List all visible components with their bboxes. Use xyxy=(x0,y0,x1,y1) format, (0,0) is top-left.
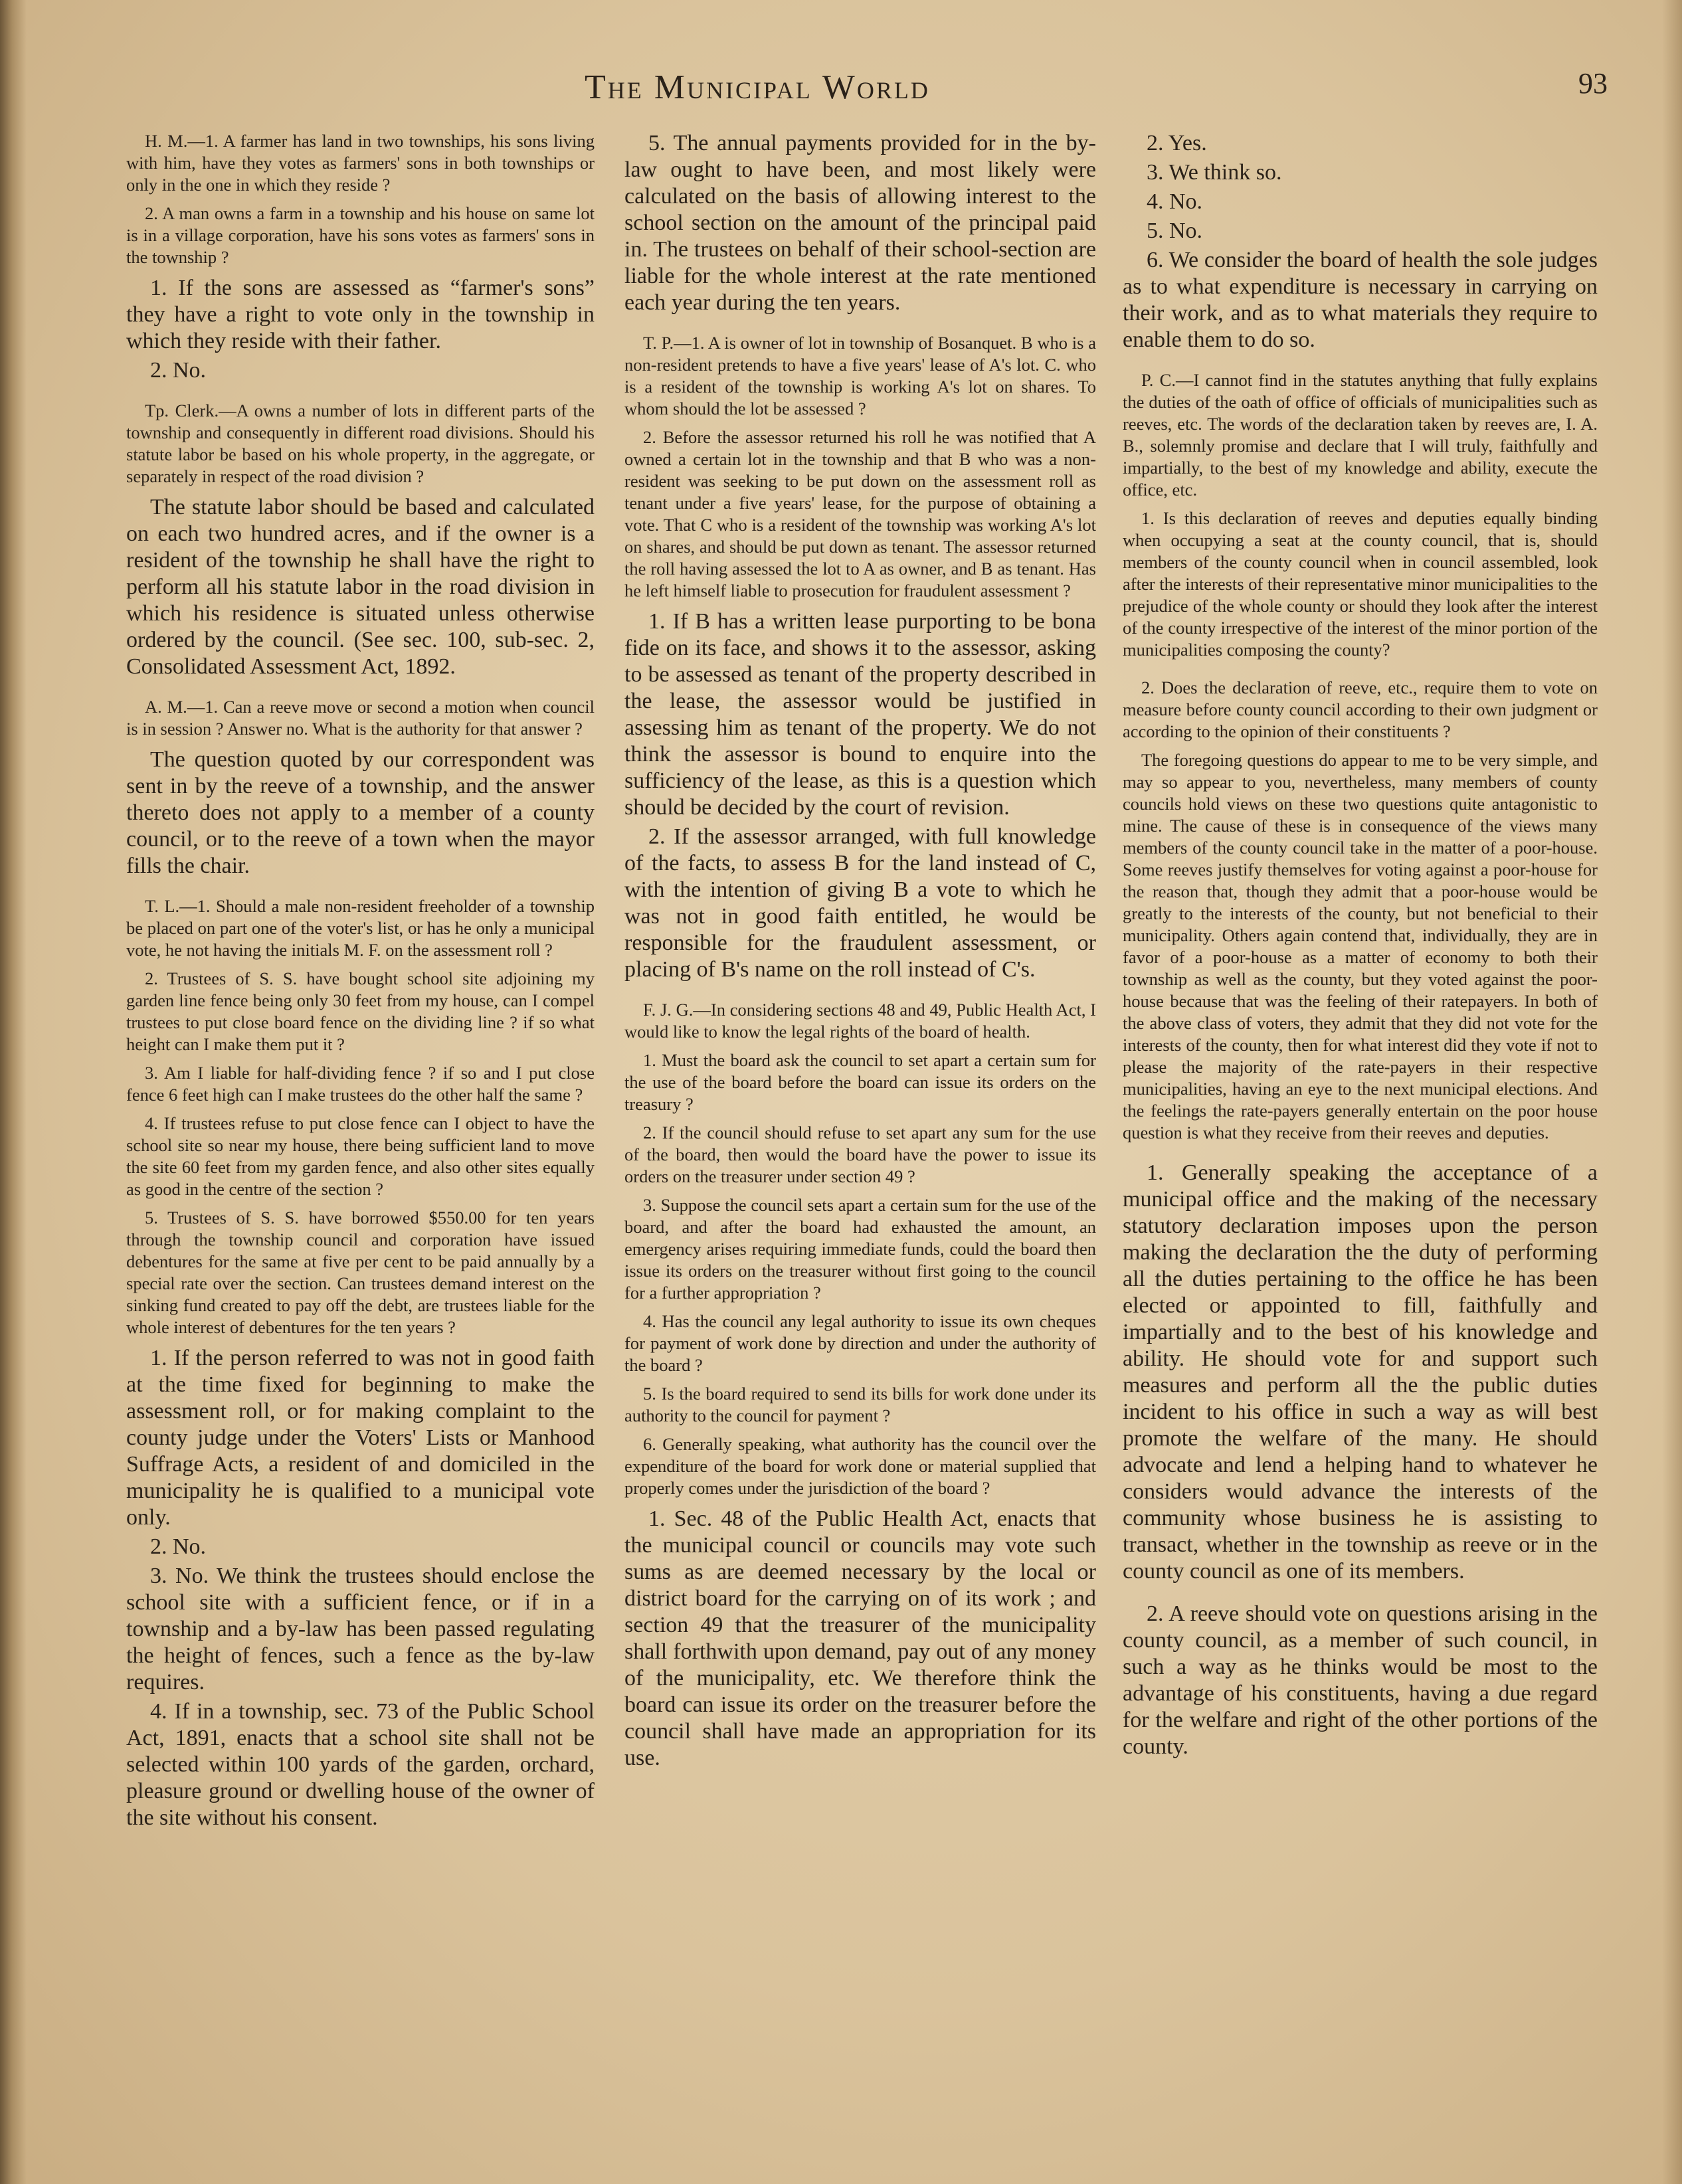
question-paragraph: A. M.—1. Can a reeve move or second a motion when council is in session ? Answer no. What is the authority for that answer ? xyxy=(126,697,595,739)
page-number: 93 xyxy=(1578,67,1608,100)
answer-paragraph: 2. No. xyxy=(150,1534,207,1559)
masthead xyxy=(0,61,1682,114)
question-paragraph: H. M.—1. A farmer has land in two townships, his sons living with him, have they votes as farmers' sons in both townships or only in the one in which they reside ? xyxy=(126,131,595,195)
question-paragraph: 2. A man owns a farm in a township and his house on same lot is in a village corporation, have his sons votes as farmers' sons in the township ? xyxy=(126,203,595,267)
answer-paragraph: 1. If B has a written lease purporting to be bona fide on its face, and shows it to the assessor, asking to be assessed as tenant of the property described in the lease, the assessor would be justified in assessing him as tenant of the property. We do not think the assessor is bound to enquire into the sufficiency of the lease, as this is a question which should be decided by the court of revision. xyxy=(624,609,1096,820)
page-edge xyxy=(1662,0,1682,2184)
answer-paragraph: 6. We consider the board of health the sole judges as to what expenditure is necessary in carrying on their work, and as to what materials they require to enable them to do so. xyxy=(1123,248,1598,352)
answer-paragraph: 1. Generally speaking the acceptance of a municipal office and the making of the necessary statutory declaration imposes upon the person making the declaration the the duty of performing all the duties pertaining to the office he has been elected or appointed to fill, faithfully and impartially and to the best of his knowledge and ability. He should vote for and support such measures and perform all the the public duties incident to his office in such a way as will best promote the welfare of the many. He should advocate and lend a helping hand to whatever he considers would advance the interests of the community whose business he is assisting to transact, whether in the township as reeve or in the county council as one of its members. xyxy=(1123,1160,1598,1584)
answer-paragraph: 5. No. xyxy=(1147,219,1203,243)
column-left xyxy=(126,130,595,1834)
answer-paragraph: The statute labor should be based and calculated on each two hundred acres, and if the owner is a resident of the township he shall have the right to perform all his statute labor in the road division in which his residence is situated unless otherwise ordered by the council. (See sec. 100, sub-sec. 2, Consolidated Assessment Act, 1892. xyxy=(126,495,595,679)
question-paragraph: P. C.—I cannot find in the statutes anything that fully explains the duties of the oath of office of officials of municipalities such as reeves, etc. The words of the declaration taken by reeves are, I. A. B., solemnly promise and declare that I will truly, faithfully and impartially, to the best of my knowledge and ability, execute the office, etc. xyxy=(1123,370,1598,500)
question-paragraph: 4. Has the council any legal authority to issue its own cheques for payment of work done by direction and under the authority of the board ? xyxy=(624,1311,1096,1375)
question-paragraph: T. L.—1. Should a male non-resident freeholder of a township be placed on part one of the voter's list, or has he only a municipal vote, he not having the initials M. F. on the assessment roll ? xyxy=(126,896,595,960)
question-paragraph: The foregoing questions do appear to me to be very simple, and may so appear to you, nevertheless, many members of county councils hold views on these two questions quite antagonistic to mine. The cause of these is in consequence of the views many members of the county council take in the matter of a poor-house. Some reeves justify themselves for voting against a poor-house for the reason that, though they admit that a poor-house would be greatly to the interests of the county, but not beneficial to their municipality. Others again contend that, individually, they are in favor of a poor-house as a matter of economy to both their township as well as the county, but they voted against the poor-house because that was the feeling of their ratepayers. In both of the above class of voters, they admit that they did not vote for the interests of the county, then for what interest did they vote if not to please the majority of the rate-payers in their respective municipalities, having an eye to the next municipal elections. And the feelings the rate-payers generally entertain on the poor house question is what they receive from their reeves and deputies. xyxy=(1123,750,1598,1142)
answer-paragraph: 2. A reeve should vote on questions arising in the county council, as a member of such council, in such a way as he thinks would be most to the advantage of his constituents, having a due regard for the welfare and right of the other portions of the county. xyxy=(1123,1601,1598,1759)
answer-paragraph: 3. We think so. xyxy=(1147,160,1282,185)
question-paragraph: T. P.—1. A is owner of lot in township of Bosanquet. B who is a non-resident pretends to have a five years' lease of A's lot. C. who is a resident of the township is working A's lot on shares. To whom should the lot be assessed ? xyxy=(624,333,1096,418)
answer-paragraph: The question quoted by our correspondent was sent in by the reeve of a township, and the answer thereto does not apply to a member of a county council, or to the reeve of a town when the mayor fills the chair. xyxy=(126,747,595,878)
question-paragraph: F. J. G.—In considering sections 48 and 49, Public Health Act, I would like to know the legal rights of the board of health. xyxy=(624,1000,1096,1042)
question-paragraph: 5. Is the board required to send its bills for work done under its authority to the council for payment ? xyxy=(624,1384,1096,1425)
question-paragraph: 2. Does the declaration of reeve, etc., require them to vote on measure before county council according to their own judgment or according to the opinion of their constituents ? xyxy=(1123,678,1598,741)
column-right xyxy=(1123,130,1598,1763)
question-paragraph: 2. If the council should refuse to set apart any sum for the use of the board, then would the board have the power to issue its orders on the treasurer under section 49 ? xyxy=(624,1123,1096,1186)
answer-paragraph: 2. No. xyxy=(150,358,207,383)
question-paragraph: 6. Generally speaking, what authority has the council over the expenditure of the board for work done or material supplied that properly comes under the jurisdiction of the board ? xyxy=(624,1434,1096,1498)
question-paragraph: 2. Before the assessor returned his roll he was notified that A owned a certain lot in the township and that B who was a non-resident was seeking to be put down on the assessment roll as tenant under a five years' lease, for the purpose of obtaining a vote. That C who is a resident of the township was working A's lot on shares, and should be put down as tenant. The assessor returned the roll having assessed the lot to A as owner, and B as tenant. Has he left himself liable to prosecution for fraudulent assessment ? xyxy=(624,427,1096,600)
answer-paragraph: 3. No. We think the trustees should enclose the school site with a sufficient fence, or if in a township and a by-law has been passed regulating the height of fences, such a fence as the by-law requires. xyxy=(126,1564,595,1694)
question-paragraph: 4. If trustees refuse to put close fence can I object to have the school site so near my house, there being sufficient land to move the site 60 feet from my garden fence, and also other sites equally as good in the centre of the section ? xyxy=(126,1113,595,1199)
answer-paragraph: 1. Sec. 48 of the Public Health Act, enacts that the municipal council or councils may vote such sums as are deemed necessary by the local or district board for the carrying on of its work ; and section 49 that the treasurer of the municipality shall forthwith upon demand, pay out of any money of the municipality, etc. We therefore think the board can issue its order on the treasurer before the council shall have made an appropriation for its use. xyxy=(624,1506,1096,1770)
binding-gutter xyxy=(0,0,27,2184)
question-paragraph: 3. Suppose the council sets apart a certain sum for the use of the board, and after the board had exhausted the amount, an emergency arises requiring immediate funds, could the board then issue its orders on the treasurer without first going to the council for a further appropriation ? xyxy=(624,1195,1096,1303)
answer-paragraph: 2. Yes. xyxy=(1147,131,1207,155)
page-title: The Municipal World xyxy=(585,68,930,106)
question-paragraph: 5. Trustees of S. S. have borrowed $550.00 for ten years through the township council and corporation have issued debentures for the same at five per cent to be paid annually by a special rate over the section. Can trustees demand interest on the sinking fund created to pay off the debt, are trustees liable for the whole interest of debentures for the ten years ? xyxy=(126,1208,595,1337)
answer-paragraph: 1. If the sons are assessed as “farmer's sons” they have a right to vote only in the township in which they reside with their father. xyxy=(126,276,595,353)
answer-paragraph: 4. If in a township, sec. 73 of the Public School Act, 1891, enacts that a school site shall not be selected within 100 yards of the garden, orchard, pleasure ground or dwelling house of the owner of the site without his consent. xyxy=(126,1699,595,1830)
question-paragraph: 1. Is this declaration of reeves and deputies equally binding when occupying a seat at the county council, that is, should members of the county council when in council assembled, look after the interests of their representative minor municipalities to the prejudice of the whole county or should they look after the interest of the county irrespective of the interest of the minor portion of the municipalities composing the county? xyxy=(1123,508,1598,660)
question-paragraph: 1. Must the board ask the council to set apart a certain sum for the use of the board before the board can issue its orders on the treasury ? xyxy=(624,1050,1096,1114)
answer-paragraph: 1. If the person referred to was not in good faith at the time fixed for beginning to make the assessment roll, or for making complaint to the county judge under the Voters' Lists or Manhood Suffrage Acts, a resident of and domiciled in the municipality he is qualified to a municipal vote only. xyxy=(126,1346,595,1530)
question-paragraph: Tp. Clerk.—A owns a number of lots in different parts of the township and consequently in different road divisions. Should his statute labor be based on his whole property, in the aggregate, or separately in respect of the road division ? xyxy=(126,401,595,486)
column-middle xyxy=(624,130,1096,1774)
question-paragraph: 3. Am I liable for half-dividing fence ? if so and I put close fence 6 feet high can I make trustees do the other half the same ? xyxy=(126,1063,595,1105)
answer-paragraph: 4. No. xyxy=(1147,189,1203,214)
answer-paragraph: 2. If the assessor arranged, with full knowledge of the facts, to assess B for the land instead of C, with the intention of giving B a vote to which he was not in good faith entitled, he would be responsible for the fraudulent assessment, or placing of B's name on the roll instead of C's. xyxy=(624,824,1096,982)
answer-paragraph: 5. The annual payments provided for in the by-law ought to have been, and most likely were calculated on the basis of allowing interest to the school section on the amount of the principal paid in. The trustees on behalf of their school-section are liable for the whole interest at the rate mentioned each year during the ten years. xyxy=(624,131,1096,315)
question-paragraph: 2. Trustees of S. S. have bought school site adjoining my garden line fence being only 30 feet from my house, can I compel trustees to put close board fence on the dividing line ? if so what height can I make them put it ? xyxy=(126,968,595,1054)
